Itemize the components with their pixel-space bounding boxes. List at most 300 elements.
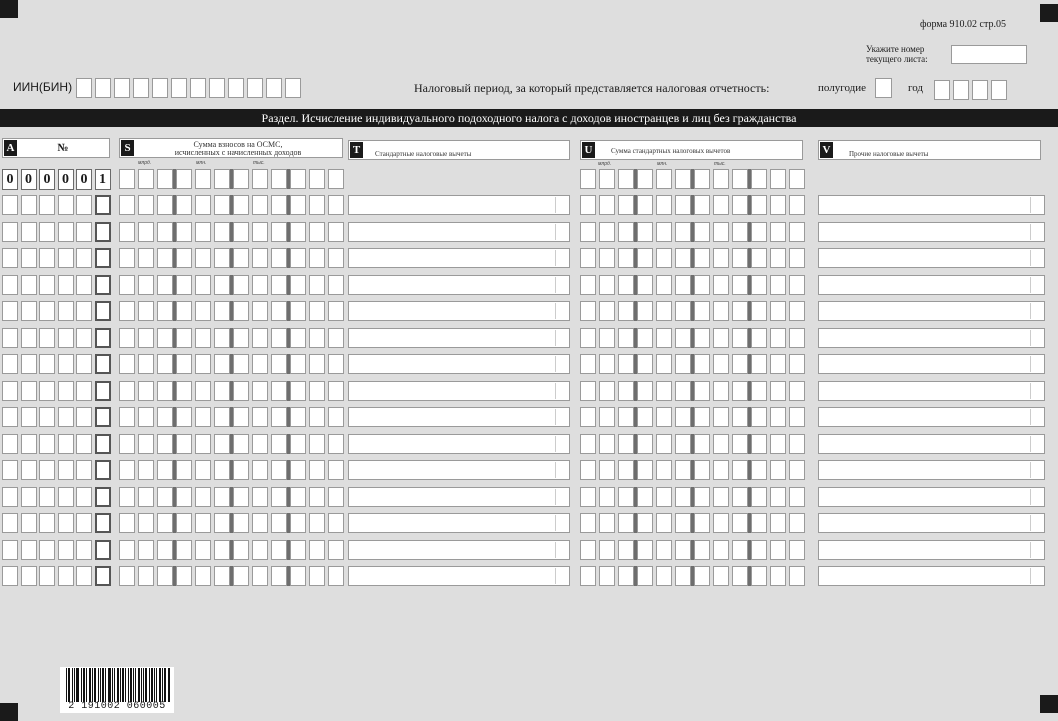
row-number-cell[interactable]: [58, 460, 74, 480]
column-s-digit-cell[interactable]: [176, 222, 192, 242]
column-u-digit-cell[interactable]: [770, 275, 786, 295]
column-s-digit-cell[interactable]: [252, 195, 268, 215]
row-number-cell[interactable]: [21, 248, 37, 268]
column-u-digit-cell[interactable]: [599, 195, 615, 215]
column-s-digit-cell[interactable]: [309, 434, 325, 454]
column-u-digit-cell[interactable]: [789, 540, 805, 560]
column-u-digit-cell[interactable]: [751, 566, 767, 586]
column-s-digit-cell[interactable]: [252, 566, 268, 586]
column-s-digit-cell[interactable]: [271, 513, 287, 533]
column-u-digit-cell[interactable]: [713, 487, 729, 507]
column-u-digit-cell[interactable]: [694, 566, 710, 586]
column-u-digit-cell[interactable]: [618, 434, 634, 454]
column-u-digit-cell[interactable]: [789, 328, 805, 348]
column-s-digit-cell[interactable]: [309, 407, 325, 427]
column-s-digit-cell[interactable]: [195, 434, 211, 454]
year-digit-cell[interactable]: [934, 80, 950, 100]
column-u-digit-cell[interactable]: [770, 566, 786, 586]
column-u-digit-cell[interactable]: [713, 275, 729, 295]
column-u-digit-cell[interactable]: [675, 381, 691, 401]
column-t-field[interactable]: [348, 354, 570, 374]
row-number-cell[interactable]: [2, 222, 18, 242]
column-u-digit-cell[interactable]: [599, 566, 615, 586]
column-u-digit-cell[interactable]: [580, 301, 596, 321]
iin-digit-cell[interactable]: [247, 78, 263, 98]
column-u-digit-cell[interactable]: [656, 275, 672, 295]
column-s-digit-cell[interactable]: [138, 248, 154, 268]
column-s-digit-cell[interactable]: [176, 566, 192, 586]
column-s-digit-cell[interactable]: [138, 566, 154, 586]
column-u-digit-cell[interactable]: [599, 301, 615, 321]
row-number-cell[interactable]: [2, 540, 18, 560]
column-s-digit-cell[interactable]: [290, 460, 306, 480]
column-t-field[interactable]: [348, 566, 570, 586]
column-u-digit-cell[interactable]: [770, 407, 786, 427]
column-s-digit-cell[interactable]: [138, 275, 154, 295]
column-u-digit-cell[interactable]: [599, 407, 615, 427]
column-s-digit-cell[interactable]: [309, 513, 325, 533]
column-s-digit-cell[interactable]: [328, 354, 344, 374]
column-u-digit-cell[interactable]: [580, 460, 596, 480]
column-s-digit-cell[interactable]: [233, 275, 249, 295]
column-s-digit-cell[interactable]: [119, 487, 135, 507]
column-u-digit-cell[interactable]: [656, 195, 672, 215]
column-u-digit-cell[interactable]: [694, 381, 710, 401]
column-t-field[interactable]: [348, 381, 570, 401]
column-s-digit-cell[interactable]: [290, 407, 306, 427]
column-u-digit-cell[interactable]: [789, 222, 805, 242]
column-u-digit-cell[interactable]: [789, 566, 805, 586]
row-number-cell[interactable]: [95, 540, 111, 560]
column-s-digit-cell[interactable]: [271, 381, 287, 401]
column-s-digit-cell[interactable]: [157, 487, 173, 507]
row-number-cell[interactable]: [39, 222, 55, 242]
column-s-digit-cell[interactable]: [233, 381, 249, 401]
column-s-digit-cell[interactable]: [271, 540, 287, 560]
column-u-digit-cell[interactable]: [656, 328, 672, 348]
column-u-digit-cell[interactable]: [732, 248, 748, 268]
column-s-digit-cell[interactable]: [252, 328, 268, 348]
row-number-cell[interactable]: [2, 434, 18, 454]
column-u-digit-cell[interactable]: [694, 169, 710, 189]
column-u-digit-cell[interactable]: [770, 222, 786, 242]
column-t-field[interactable]: [348, 248, 570, 268]
column-s-digit-cell[interactable]: [157, 513, 173, 533]
column-u-digit-cell[interactable]: [637, 195, 653, 215]
column-u-digit-cell[interactable]: [618, 460, 634, 480]
row-number-cell[interactable]: [76, 222, 92, 242]
row-number-cell[interactable]: [2, 354, 18, 374]
column-s-digit-cell[interactable]: [157, 354, 173, 374]
column-u-digit-cell[interactable]: [599, 328, 615, 348]
column-u-digit-cell[interactable]: [732, 487, 748, 507]
row-number-cell[interactable]: [95, 513, 111, 533]
column-u-digit-cell[interactable]: [732, 222, 748, 242]
column-s-digit-cell[interactable]: [309, 169, 325, 189]
column-u-digit-cell[interactable]: [675, 434, 691, 454]
column-u-digit-cell[interactable]: [618, 222, 634, 242]
row-number-cell[interactable]: [58, 434, 74, 454]
column-s-digit-cell[interactable]: [290, 381, 306, 401]
column-u-digit-cell[interactable]: [713, 169, 729, 189]
column-s-digit-cell[interactable]: [157, 381, 173, 401]
column-s-digit-cell[interactable]: [176, 328, 192, 348]
column-v-field[interactable]: [818, 566, 1045, 586]
column-s-digit-cell[interactable]: [252, 381, 268, 401]
column-u-digit-cell[interactable]: [732, 540, 748, 560]
column-u-digit-cell[interactable]: [580, 566, 596, 586]
column-s-digit-cell[interactable]: [176, 381, 192, 401]
column-u-digit-cell[interactable]: [694, 328, 710, 348]
column-u-digit-cell[interactable]: [694, 460, 710, 480]
column-s-digit-cell[interactable]: [309, 195, 325, 215]
row-number-cell[interactable]: [39, 566, 55, 586]
column-s-digit-cell[interactable]: [290, 222, 306, 242]
column-s-digit-cell[interactable]: [214, 301, 230, 321]
column-v-field[interactable]: [818, 540, 1045, 560]
column-u-digit-cell[interactable]: [637, 328, 653, 348]
column-s-digit-cell[interactable]: [214, 248, 230, 268]
column-u-digit-cell[interactable]: [789, 434, 805, 454]
row-number-cell[interactable]: [21, 301, 37, 321]
column-s-digit-cell[interactable]: [271, 301, 287, 321]
row-number-cell[interactable]: [95, 222, 111, 242]
column-u-digit-cell[interactable]: [580, 275, 596, 295]
column-s-digit-cell[interactable]: [252, 513, 268, 533]
row-number-cell[interactable]: [21, 513, 37, 533]
column-u-digit-cell[interactable]: [599, 354, 615, 374]
column-s-digit-cell[interactable]: [328, 487, 344, 507]
column-u-digit-cell[interactable]: [637, 248, 653, 268]
column-s-digit-cell[interactable]: [138, 381, 154, 401]
column-u-digit-cell[interactable]: [656, 381, 672, 401]
column-u-digit-cell[interactable]: [618, 487, 634, 507]
column-s-digit-cell[interactable]: [290, 354, 306, 374]
column-u-digit-cell[interactable]: [751, 328, 767, 348]
column-u-digit-cell[interactable]: [694, 487, 710, 507]
column-s-digit-cell[interactable]: [271, 169, 287, 189]
column-s-digit-cell[interactable]: [119, 301, 135, 321]
column-s-digit-cell[interactable]: [176, 434, 192, 454]
column-s-digit-cell[interactable]: [119, 513, 135, 533]
column-s-digit-cell[interactable]: [309, 487, 325, 507]
row-number-cell[interactable]: [95, 354, 111, 374]
row-number-cell[interactable]: [58, 301, 74, 321]
column-u-digit-cell[interactable]: [599, 540, 615, 560]
column-u-digit-cell[interactable]: [770, 328, 786, 348]
column-s-digit-cell[interactable]: [214, 195, 230, 215]
column-u-digit-cell[interactable]: [770, 195, 786, 215]
column-s-digit-cell[interactable]: [252, 354, 268, 374]
column-s-digit-cell[interactable]: [290, 513, 306, 533]
column-s-digit-cell[interactable]: [233, 169, 249, 189]
column-u-digit-cell[interactable]: [789, 169, 805, 189]
row-number-cell[interactable]: [21, 566, 37, 586]
column-u-digit-cell[interactable]: [599, 381, 615, 401]
column-u-digit-cell[interactable]: [694, 195, 710, 215]
iin-digit-cell[interactable]: [285, 78, 301, 98]
column-u-digit-cell[interactable]: [770, 460, 786, 480]
column-u-digit-cell[interactable]: [770, 540, 786, 560]
iin-digit-cell[interactable]: [171, 78, 187, 98]
column-s-digit-cell[interactable]: [290, 434, 306, 454]
row-number-cell[interactable]: [95, 434, 111, 454]
column-s-digit-cell[interactable]: [233, 222, 249, 242]
row-number-cell[interactable]: [76, 513, 92, 533]
column-u-digit-cell[interactable]: [675, 248, 691, 268]
row-number-cell[interactable]: [39, 354, 55, 374]
row-number-cell[interactable]: [39, 381, 55, 401]
column-s-digit-cell[interactable]: [328, 275, 344, 295]
column-s-digit-cell[interactable]: [119, 566, 135, 586]
column-u-digit-cell[interactable]: [732, 328, 748, 348]
row-number-cell[interactable]: [95, 301, 111, 321]
column-s-digit-cell[interactable]: [290, 566, 306, 586]
row-number-cell[interactable]: [39, 328, 55, 348]
row-number-cell[interactable]: [58, 540, 74, 560]
row-number-cell[interactable]: [58, 566, 74, 586]
column-s-digit-cell[interactable]: [138, 222, 154, 242]
column-t-field[interactable]: [348, 540, 570, 560]
column-u-digit-cell[interactable]: [732, 169, 748, 189]
column-u-digit-cell[interactable]: [637, 301, 653, 321]
column-v-field[interactable]: [818, 460, 1045, 480]
row-number-cell[interactable]: [76, 248, 92, 268]
column-u-digit-cell[interactable]: [580, 407, 596, 427]
column-s-digit-cell[interactable]: [252, 169, 268, 189]
column-u-digit-cell[interactable]: [770, 381, 786, 401]
column-u-digit-cell[interactable]: [751, 513, 767, 533]
column-v-field[interactable]: [818, 407, 1045, 427]
column-u-digit-cell[interactable]: [694, 222, 710, 242]
column-t-field[interactable]: [348, 275, 570, 295]
row-number-cell[interactable]: [95, 460, 111, 480]
column-s-digit-cell[interactable]: [233, 513, 249, 533]
column-s-digit-cell[interactable]: [290, 540, 306, 560]
column-u-digit-cell[interactable]: [694, 407, 710, 427]
column-u-digit-cell[interactable]: [751, 540, 767, 560]
row-number-cell[interactable]: [95, 407, 111, 427]
column-u-digit-cell[interactable]: [751, 222, 767, 242]
row-number-cell[interactable]: [95, 248, 111, 268]
column-u-digit-cell[interactable]: [618, 513, 634, 533]
column-s-digit-cell[interactable]: [233, 354, 249, 374]
column-s-digit-cell[interactable]: [138, 513, 154, 533]
column-s-digit-cell[interactable]: [157, 566, 173, 586]
column-u-digit-cell[interactable]: [732, 566, 748, 586]
column-s-digit-cell[interactable]: [119, 169, 135, 189]
column-s-digit-cell[interactable]: [328, 222, 344, 242]
column-s-digit-cell[interactable]: [176, 248, 192, 268]
iin-digit-cell[interactable]: [190, 78, 206, 98]
column-u-digit-cell[interactable]: [656, 301, 672, 321]
column-u-digit-cell[interactable]: [789, 487, 805, 507]
column-s-digit-cell[interactable]: [271, 434, 287, 454]
column-s-digit-cell[interactable]: [328, 460, 344, 480]
column-u-digit-cell[interactable]: [675, 169, 691, 189]
row-number-cell[interactable]: [39, 407, 55, 427]
column-u-digit-cell[interactable]: [675, 540, 691, 560]
column-s-digit-cell[interactable]: [252, 248, 268, 268]
column-t-field[interactable]: [348, 434, 570, 454]
row-number-cell[interactable]: [76, 434, 92, 454]
column-u-digit-cell[interactable]: [599, 275, 615, 295]
row-number-cell[interactable]: [2, 513, 18, 533]
column-u-digit-cell[interactable]: [580, 487, 596, 507]
iin-digit-cell[interactable]: [114, 78, 130, 98]
row-number-cell[interactable]: [39, 487, 55, 507]
row-number-cell[interactable]: [76, 328, 92, 348]
row-number-cell[interactable]: [58, 381, 74, 401]
column-u-digit-cell[interactable]: [580, 540, 596, 560]
column-u-digit-cell[interactable]: [675, 487, 691, 507]
column-s-digit-cell[interactable]: [119, 248, 135, 268]
column-s-digit-cell[interactable]: [157, 434, 173, 454]
column-s-digit-cell[interactable]: [233, 407, 249, 427]
column-s-digit-cell[interactable]: [214, 434, 230, 454]
column-u-digit-cell[interactable]: [713, 301, 729, 321]
column-u-digit-cell[interactable]: [656, 460, 672, 480]
column-s-digit-cell[interactable]: [309, 301, 325, 321]
column-s-digit-cell[interactable]: [119, 407, 135, 427]
column-s-digit-cell[interactable]: [290, 487, 306, 507]
row-number-cell[interactable]: [2, 328, 18, 348]
column-u-digit-cell[interactable]: [713, 566, 729, 586]
row-number-cell[interactable]: [21, 381, 37, 401]
column-u-digit-cell[interactable]: [713, 407, 729, 427]
column-s-digit-cell[interactable]: [252, 222, 268, 242]
column-s-digit-cell[interactable]: [138, 460, 154, 480]
column-v-field[interactable]: [818, 301, 1045, 321]
column-t-field[interactable]: [348, 195, 570, 215]
column-u-digit-cell[interactable]: [599, 460, 615, 480]
row-number-cell[interactable]: [76, 407, 92, 427]
column-s-digit-cell[interactable]: [252, 460, 268, 480]
column-s-digit-cell[interactable]: [138, 354, 154, 374]
column-s-digit-cell[interactable]: [271, 195, 287, 215]
column-u-digit-cell[interactable]: [618, 407, 634, 427]
column-u-digit-cell[interactable]: [637, 407, 653, 427]
column-s-digit-cell[interactable]: [214, 540, 230, 560]
column-v-field[interactable]: [818, 248, 1045, 268]
column-u-digit-cell[interactable]: [675, 222, 691, 242]
halfyear-field[interactable]: [875, 78, 892, 98]
year-digit-cell[interactable]: [953, 80, 969, 100]
column-u-digit-cell[interactable]: [732, 275, 748, 295]
column-u-digit-cell[interactable]: [618, 169, 634, 189]
column-s-digit-cell[interactable]: [233, 540, 249, 560]
column-s-digit-cell[interactable]: [119, 222, 135, 242]
column-u-digit-cell[interactable]: [713, 540, 729, 560]
column-u-digit-cell[interactable]: [675, 513, 691, 533]
row-number-cell[interactable]: [21, 222, 37, 242]
column-u-digit-cell[interactable]: [656, 169, 672, 189]
row-number-cell[interactable]: [2, 487, 18, 507]
column-s-digit-cell[interactable]: [328, 513, 344, 533]
column-s-digit-cell[interactable]: [290, 301, 306, 321]
column-s-digit-cell[interactable]: [328, 540, 344, 560]
column-s-digit-cell[interactable]: [233, 487, 249, 507]
column-s-digit-cell[interactable]: [119, 434, 135, 454]
column-u-digit-cell[interactable]: [732, 513, 748, 533]
column-u-digit-cell[interactable]: [713, 513, 729, 533]
column-u-digit-cell[interactable]: [637, 513, 653, 533]
column-u-digit-cell[interactable]: [789, 381, 805, 401]
column-v-field[interactable]: [818, 513, 1045, 533]
column-u-digit-cell[interactable]: [675, 195, 691, 215]
column-u-digit-cell[interactable]: [656, 513, 672, 533]
column-s-digit-cell[interactable]: [195, 248, 211, 268]
column-s-digit-cell[interactable]: [309, 540, 325, 560]
column-v-field[interactable]: [818, 354, 1045, 374]
column-s-digit-cell[interactable]: [252, 275, 268, 295]
row-number-cell[interactable]: [21, 354, 37, 374]
column-u-digit-cell[interactable]: [770, 434, 786, 454]
column-u-digit-cell[interactable]: [732, 195, 748, 215]
column-s-digit-cell[interactable]: [290, 195, 306, 215]
column-s-digit-cell[interactable]: [195, 195, 211, 215]
iin-digit-cell[interactable]: [133, 78, 149, 98]
row-number-cell[interactable]: [76, 354, 92, 374]
column-v-field[interactable]: [818, 487, 1045, 507]
column-s-digit-cell[interactable]: [138, 301, 154, 321]
row-number-cell[interactable]: [76, 487, 92, 507]
column-u-digit-cell[interactable]: [656, 566, 672, 586]
row-number-cell[interactable]: [76, 195, 92, 215]
column-s-digit-cell[interactable]: [214, 460, 230, 480]
column-u-digit-cell[interactable]: [675, 354, 691, 374]
row-number-cell[interactable]: [21, 328, 37, 348]
column-s-digit-cell[interactable]: [157, 222, 173, 242]
column-s-digit-cell[interactable]: [233, 434, 249, 454]
column-v-field[interactable]: [818, 381, 1045, 401]
column-s-digit-cell[interactable]: [176, 540, 192, 560]
column-s-digit-cell[interactable]: [119, 381, 135, 401]
column-u-digit-cell[interactable]: [770, 301, 786, 321]
row-number-cell[interactable]: [58, 354, 74, 374]
column-s-digit-cell[interactable]: [157, 460, 173, 480]
column-u-digit-cell[interactable]: [770, 169, 786, 189]
column-u-digit-cell[interactable]: [637, 460, 653, 480]
column-s-digit-cell[interactable]: [252, 407, 268, 427]
column-u-digit-cell[interactable]: [694, 248, 710, 268]
column-u-digit-cell[interactable]: [751, 434, 767, 454]
row-number-cell[interactable]: [21, 275, 37, 295]
column-s-digit-cell[interactable]: [176, 513, 192, 533]
column-s-digit-cell[interactable]: [138, 434, 154, 454]
column-s-digit-cell[interactable]: [195, 328, 211, 348]
row-number-cell[interactable]: [58, 195, 74, 215]
column-s-digit-cell[interactable]: [328, 195, 344, 215]
column-u-digit-cell[interactable]: [770, 513, 786, 533]
column-s-digit-cell[interactable]: [252, 434, 268, 454]
row-number-cell[interactable]: [39, 434, 55, 454]
row-number-cell[interactable]: [95, 487, 111, 507]
column-t-field[interactable]: [348, 487, 570, 507]
column-u-digit-cell[interactable]: [637, 222, 653, 242]
row-number-cell[interactable]: [39, 460, 55, 480]
column-u-digit-cell[interactable]: [751, 460, 767, 480]
column-s-digit-cell[interactable]: [214, 487, 230, 507]
column-s-digit-cell[interactable]: [233, 460, 249, 480]
column-u-digit-cell[interactable]: [599, 513, 615, 533]
column-s-digit-cell[interactable]: [290, 248, 306, 268]
column-s-digit-cell[interactable]: [233, 301, 249, 321]
column-u-digit-cell[interactable]: [580, 354, 596, 374]
column-u-digit-cell[interactable]: [637, 434, 653, 454]
column-u-digit-cell[interactable]: [637, 487, 653, 507]
column-u-digit-cell[interactable]: [789, 354, 805, 374]
